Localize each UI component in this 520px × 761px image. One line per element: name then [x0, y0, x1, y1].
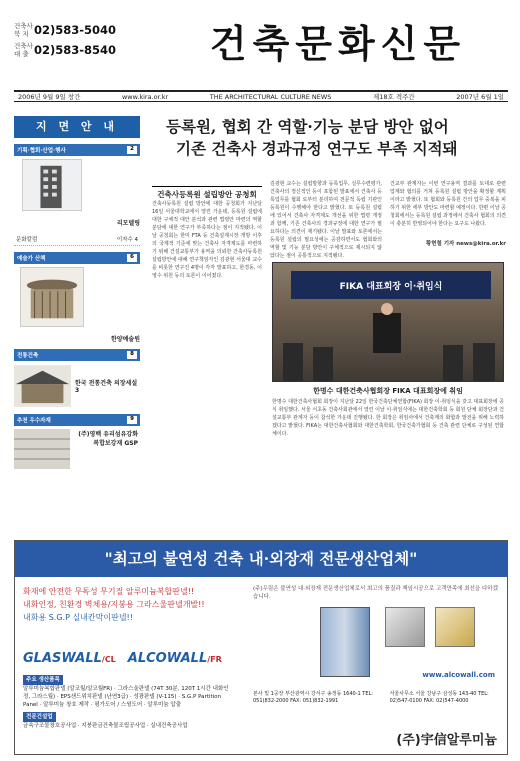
ad-feature: 화재에 안전한 무독성 무기질 알루미늄복합판넬!!: [23, 587, 195, 596]
contact-row-1: [14, 20, 144, 40]
headline-line-1: 등록원, 협회 간 역할·기능 분담 방안 없어: [166, 117, 449, 136]
company-name: (주)宇信알루미늄: [396, 733, 497, 748]
article-column: 김광현 교수는 설립방향과 등록업무, 실무수련평가, 건축사의 정신적인 등이 포함된 발표에서 건축사 등록업무를 협회 로부터 분리하여 전문적 독립 기관인 등록원이 수행해야 한다고 밝혔다. 또 등록원 설립에 있어서 건축사 자격제도 개선을 위한 법령 개정과 함께, 기존 건축사의 경과규정에 대한 연구가 필요하다는 의견이 제기됐다. 이날 발표와 토론에서는 등록원 설립의 필요성에는 공감하면서도 협회와의 역할 및 기능 분담 방안이 구체적으로 제시되지 않았다는 점이 공통적으로 지적됐다.: [270, 181, 382, 258]
ceremony-figures-icon: [273, 303, 504, 382]
panel-sample-icon: [435, 607, 475, 647]
construction-text: 금속구조물창호공사업 · 지붕판금건축물조립공사업 · 실내건축공사업: [23, 723, 188, 729]
phone-number: 02)583-5040: [34, 23, 117, 37]
event-photo: [272, 262, 504, 382]
contact-label: 북 지: [14, 30, 29, 38]
phone-number: 02)583-8540: [34, 43, 117, 57]
sidebar-label: 리모델링: [116, 220, 140, 227]
sidebar-label: 한국 전통건축 의장세설 3: [75, 380, 138, 394]
glaswall-logo: GLASWALL: [23, 651, 102, 666]
issue-date: 2007년 6월 1일: [456, 93, 504, 101]
panel-sample-icon: [385, 607, 425, 647]
founded-date: 2006년 9월 9일 창간: [18, 93, 81, 101]
construction-heading: 전문건설업: [23, 712, 56, 722]
material-photo-icon: [14, 429, 70, 469]
pavilion-photo-icon: [20, 267, 84, 327]
ad-feature-list: [23, 585, 205, 624]
english-title: THE ARCHITECTURAL CULTURE NEWS: [209, 92, 332, 101]
sidebar-section[interactable]: 추천 우수자재 9: [14, 414, 140, 426]
website-link[interactable]: www.kira.or.kr: [121, 92, 169, 101]
photo-banner: FIKA 대표회장 이·취임식: [291, 271, 491, 299]
building-photo-icon: [22, 159, 82, 211]
article-column: 한명수 대한건축사협회 회장이 지난달 22일 한국건축단체연합(FIKA) 회장 이·취임식을 갖고 대표회장에 공식 취임했다. 서울 서초동 건축사회관에서 열린 이날 이·취임식에는 대한건축학회 등 회원 단체 회장단과 건설교통부 관계자 등이 참석한 가운데 진행됐다. 한 회장은 취임사에서 건축계의 화합과 발전을 위해 노력하겠다고 밝혔다. FIKA는 대한건축사협회와 대한건축학회, 한국건축가협회 등 건축 관련 단체로 구성된 연합체이다.: [272, 399, 504, 437]
issue-bar: [14, 90, 508, 102]
article-headline: [166, 116, 506, 160]
sidebar-section[interactable]: 문화칼럼 이자수 4: [14, 233, 140, 246]
photo-caption: 한명수 대한건축사협회장 FIKA 대표회장에 취임: [313, 387, 463, 395]
ad-feature: 내화인정, 친환경 벽체용/지붕용 그라스울판넬개발!!: [23, 600, 205, 609]
sidebar-label: 한양예술원: [111, 336, 140, 343]
byline: 황현철 기자 news@kira.or.kr: [425, 241, 506, 247]
contact-label: 건축사: [14, 42, 33, 50]
masthead: 건축문화신문: [209, 21, 467, 66]
contact-head-office: 본사 및 1공장 부산광역시 강서구 송정동 1640-1 TEL: 051)832-2000 FAX: 051)832-1991: [253, 691, 373, 704]
article-column: 건축사등록원 설립 방안에 대한 공청회가 지난달 16일 서울대학교에서 열린 가운데, 등록원 설립에 대한 구체적 대안 분석과 관련 법령안 마련의 역할분담에 대한 연구가 부족하다는 점이 지적됐다. 이날 공청회는 한미 FTA 등 건축설계시장 개방 이후의 국제적 기준에 맞는 건축사 자격제도를 마련하기 위해 건설교통부가 용역을 의뢰한 건축사등록원 설립방안에 대해 연구책임자인 김광현 서울대 교수를 비롯한 연구진 4명이 각각 발표하고, 한경동, 이영수 위원 등의 토론이 이어졌다.: [152, 201, 262, 279]
sidebar-title: 지 면 안 내: [14, 116, 140, 138]
headline-line-2: 기존 건축사 경과규정 연구도 부족 지적돼: [176, 139, 458, 158]
sidebar-section[interactable]: 전통건축 8: [14, 349, 140, 361]
ad-description: (주)우림은 불연성 내·외장재 전문생산업체로서 최고의 품질과 책임시공으로 고객만족에 최선을 다하겠습니다.: [253, 586, 498, 600]
brand-logos: GLASWALL/CL ALCOWALL/FR: [23, 651, 222, 666]
ad-contact: [253, 691, 503, 705]
sidebar-label: (주)영백 유리섬유강화 복합보강재 GSP: [78, 431, 138, 447]
sidebar-section[interactable]: 예술가 산책 6: [14, 252, 140, 264]
contact-box: [14, 20, 144, 60]
contact-label: 건축사: [14, 22, 33, 30]
sidebar-section[interactable]: 기획·협회·산업·행사 2: [14, 144, 140, 156]
building-photo-icon: [320, 607, 370, 677]
hanok-photo-icon: [14, 364, 71, 408]
issue-number: 제18호 격주간: [372, 93, 415, 101]
ad-feature: 내화용 S.G.P 실내칸막이판넬!!: [23, 613, 133, 622]
article-subhead: 건축사등록원 설립방안 공청회: [152, 186, 262, 200]
ad-website-link[interactable]: www.alcowall.com: [422, 671, 495, 679]
products-text: 알루미늄복합판넬 (알코월/알코월FR) · 그라스울판넬 (74T 30분, 120T 1시간 내화인정, 그라스월) · EPS샌드위치판넬 (난연3급) · 성광판넬 (V-115) · S.G.P Partition Panel · 알루미늄 창호 제작 · 평가도어 / 스윙도어 · 알루미늄 압출: [23, 686, 229, 708]
ad-slogan: "최고의 불연성 건축 내·외장재 전문생산업체": [15, 541, 507, 577]
advertisement[interactable]: [14, 540, 508, 755]
product-list: [23, 675, 233, 730]
products-heading: 주요 생산품목: [23, 675, 63, 685]
article-column: 건교부 관계자는 이번 연구용역 결과를 토대로 관련 업계와 협의를 거쳐 등록원 설립 방안을 확정할 계획이라고 밝혔다. 또 협회와 등록원 간의 업무 중복을 피하기 위한 세부 방안도 마련할 예정이다. 한편 이날 공청회에서는 등록원 설립 과정에서 건축사 협회의 의견이 충분히 반영되어야 한다는 요구도 나왔다.: [390, 181, 506, 227]
alcowall-logo: ALCOWALL: [127, 651, 208, 666]
contact-seoul-office: 서울사무소 서울 강남구 삼성동 143-40 TEL: 02)547-0100 FAX: 02)547-4000: [389, 691, 489, 704]
contact-row-2: [14, 40, 144, 60]
contents-sidebar: [14, 116, 140, 536]
contact-label: 대 출: [14, 50, 29, 58]
